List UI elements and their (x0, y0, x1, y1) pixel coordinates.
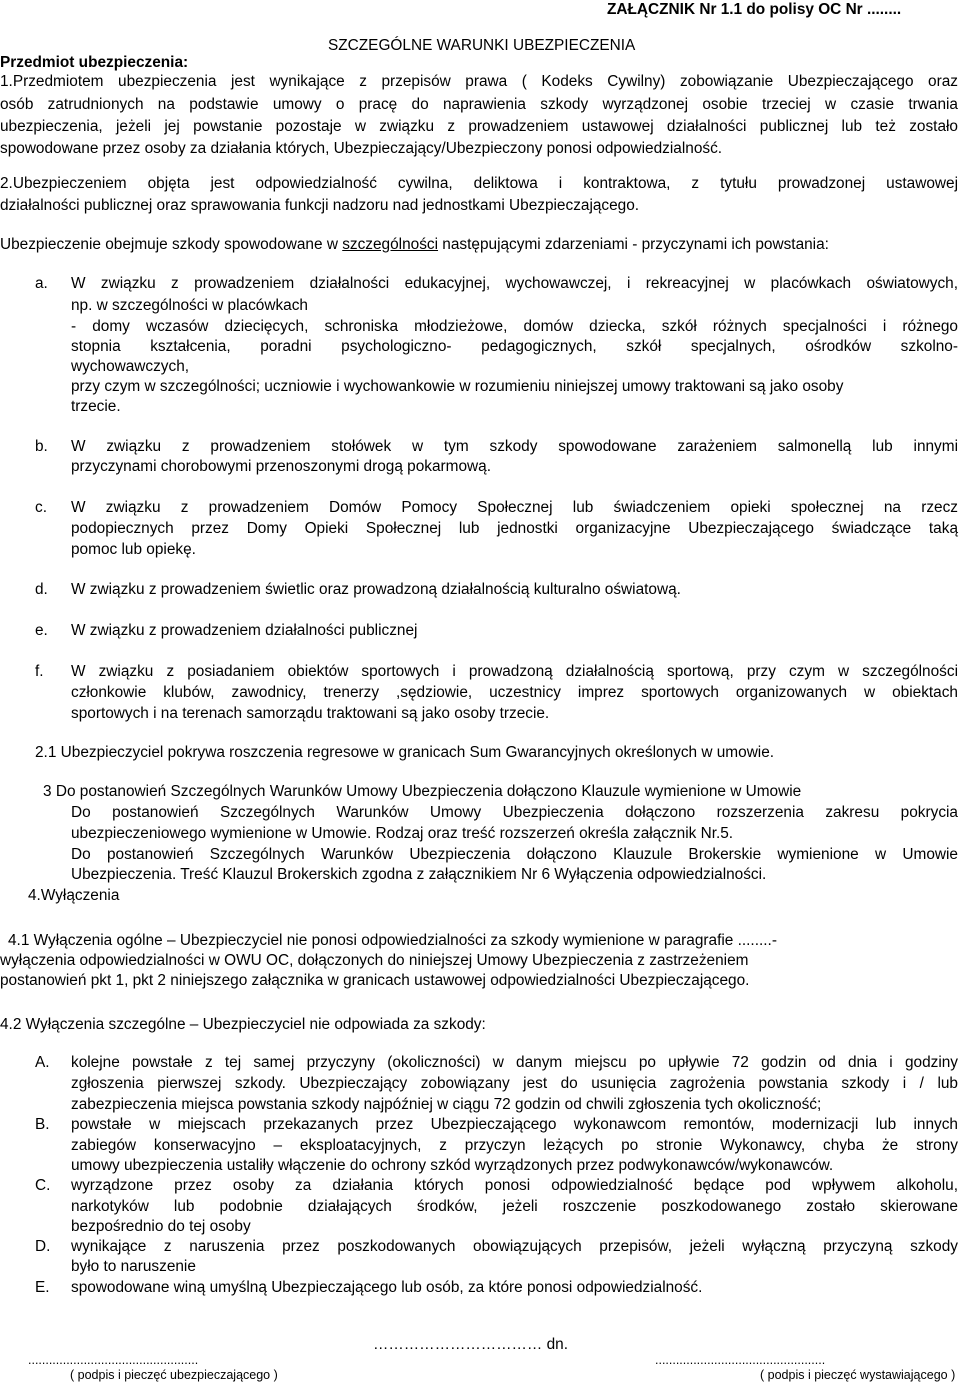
exclusion-line: wynikające z naruszenia przez poszkodowanych obowiązujących przepisów, jeżeli wyłączną przyczyną szkody (71, 1238, 958, 1255)
exclusion-label: E. (35, 1279, 50, 1296)
item-line: członkowie klubów, zawodnicy, trenerzy ,sędziowie, uczestnicy imprez sportowych organizowanych w obiektach (71, 684, 958, 701)
section-1-line: osób zatrudnionych na podstawie umowy o pracę do naprawienia szkody wyrządzonej osobie trzeciej w czasie trwania (0, 96, 958, 113)
exclusion-line: kolejne powstałe z tej samej przyczyny (okoliczności) w danym miejscu po upływie 72 godzin od dnia i godziny (71, 1054, 958, 1071)
section-2-1: 2.1 Ubezpieczyciel pokrywa roszczenia regresowe w granicach Sum Gwarancyjnych określonych w umowie. (35, 744, 775, 761)
section-3-line: ubezpieczeniowego wymienione w Umowie. Rodzaj oraz treść rozszerzeń określa załącznik Nr.5. (71, 825, 734, 842)
exclusion-line: zabiegów konserwacyjno – eksploatacyjnych, z przyczyn leżących po stronie Wykonawcy, chyba że strony (71, 1137, 958, 1154)
section-2-line: działalności publicznej oraz sprawowania funkcji nadzoru nad jednostkami Ubezpieczającego. (0, 197, 640, 214)
exclusion-line: zgłoszenia pierwszej szkody. Ubezpieczający zobowiązany jest do usunięcia zagrożenia powstania szkody i / lub (71, 1075, 958, 1092)
scope-intro (0, 235, 829, 255)
section-1-line: spowodowane przez osoby za działania których, Ubezpieczający/Ubezpieczony ponosi odpowiedzialność. (0, 140, 723, 157)
scope-intro-before: Ubezpieczenie obejmuje szkody spowodowane w (0, 236, 343, 253)
exclusion-line: zabezpieczenia miejsca powstania szkody najpóźniej w ciągu 72 godzin od chwili zgłoszenia tych okoliczność; (71, 1096, 822, 1113)
exclusion-label: B. (35, 1116, 50, 1133)
section-3-line: Do postanowień Szczególnych Warunków Umowy Ubezpieczenia dołączono rozszerzenia zakresu pokrycia (71, 804, 958, 821)
section-4-2-heading: 4.2 Wyłączenia szczególne – Ubezpieczyciel nie odpowiada za szkody: (0, 1016, 486, 1033)
item-label: e. (35, 622, 48, 639)
left-signature-dots: ................................................. (28, 1353, 199, 1367)
exclusion-line: wyrządzone przez osoby za działania których ponosi odpowiedzialność będące pod wpływem alkoholu, (71, 1177, 958, 1194)
date-line: …………………………… dn. (373, 1336, 568, 1353)
item-line: W związku z prowadzeniem Domów Pomocy Społecznej lub świadczeniem opieki społecznej na rzecz (71, 499, 958, 516)
item-line: pomoc lub opiekę. (71, 541, 196, 558)
scope-intro-after: następującymi zdarzeniami - przyczynami ich powstania: (438, 236, 829, 253)
item-line: np. w szczególności w placówkach (71, 297, 308, 314)
section-1-line: 1.Przedmiotem ubezpieczenia jest wynikające z przepisów prawa ( Kodeks Cywilny) zobowiązanie Ubezpieczającego oraz (0, 73, 958, 90)
item-line: sportowych i na terenach samorządu traktowani są jako osoby trzecie. (71, 705, 550, 722)
exclusion-label: A. (35, 1054, 50, 1071)
section-3-line: Do postanowień Szczególnych Warunków Ubezpieczenia dołączono Klauzule Brokerskie wymienione w Umowie (71, 846, 958, 863)
item-line: W związku z prowadzeniem świetlic oraz prowadzoną działalnością kulturalno oświatową. (71, 581, 681, 598)
item-line: stopnia kształcenia, poradni psychologiczno- pedagogicznych, szkół specjalnych, ośrodków szkolno- (71, 338, 958, 355)
item-line: - domy wczasów dziecięcych, schroniska młodzieżowe, domów dziecka, szkół różnych specjalności i różnego (71, 318, 958, 335)
item-label: f. (35, 663, 44, 680)
section-4-heading: 4.Wyłączenia (28, 887, 120, 904)
item-label: c. (35, 499, 47, 516)
exclusion-line: powstałe w miejscach przekazanych przez Ubezpieczającego wykonawcom remontów, modernizacji lub innych (71, 1116, 958, 1133)
item-label: b. (35, 438, 48, 455)
right-signature-caption: ( podpis i pieczęć wystawiającego ) (760, 1368, 956, 1382)
document-title: SZCZEGÓLNE WARUNKI UBEZPIECZENIA (328, 37, 636, 54)
section-4-1-line: 4.1 Wyłączenia ogólne – Ubezpieczyciel nie ponosi odpowiedzialności za szkody wymienione w paragrafie ........- (8, 932, 777, 949)
annex-reference: ZAŁĄCZNIK Nr 1.1 do polisy OC Nr ........ (607, 1, 902, 18)
section-4-1-line: wyłączenia odpowiedzialności w OWU OC, dołączonych do niniejszej Umowy Ubezpieczenia z zastrzeżeniem (0, 952, 749, 969)
exclusion-line: narkotyków lub podobnie działających środków, jeżeli roszczenie poszkodowanego zostało skierowane (71, 1198, 958, 1215)
item-label: a. (35, 275, 48, 292)
item-line: przyczynami chorobowymi przenoszonymi drogą pokarmową. (71, 458, 491, 475)
exclusion-line: spowodowane winą umyślną Ubezpieczającego lub osób, za które ponosi odpowiedzialność. (71, 1279, 703, 1296)
right-signature-dots: ................................................. (655, 1353, 826, 1367)
item-line: wychowawczych, (71, 358, 190, 375)
section-4-1-line: postanowień pkt 1, pkt 2 niniejszego załącznika w granicach ustawowej odpowiedzialności Ubezpieczającego. (0, 972, 750, 989)
scope-intro-underlined: szczególności (342, 236, 439, 253)
item-line: W związku z prowadzeniem działalności publicznej (71, 622, 418, 639)
section-1-line: ubezpieczenia, jeżeli jej powstanie pozostaje w związku z prowadzeniem ustawowej działalności publicznej lub też zostało (0, 118, 958, 135)
section-3-line: 3 Do postanowień Szczególnych Warunków Umowy Ubezpieczenia dołączono Klauzule wymienione w Umowie (43, 783, 802, 800)
exclusion-line: umowy ubezpieczenia ustaliły włączenie do ochrony szkód wyrządzonych przez podwykonawców/wykonawców. (71, 1157, 834, 1174)
item-line: przy czym w szczególności; uczniowie i wychowankowie w rozumieniu niniejszej umowy traktowani są jako osoby (71, 378, 844, 395)
left-signature-caption: ( podpis i pieczęć ubezpieczającego ) (70, 1368, 278, 1382)
exclusion-line: bezpośrednio do tej osoby (71, 1218, 251, 1235)
exclusion-label: D. (35, 1238, 51, 1255)
item-line: W związku z posiadaniem obiektów sportowych i prowadzoną działalnością sportową, przy czym w szczególności (71, 663, 958, 680)
item-line: W związku z prowadzeniem działalności edukacyjnej, wychowawczej, i rekreacyjnej w placówkach oświatowych, (71, 275, 958, 292)
section-2-line: 2.Ubezpieczeniem objęta jest odpowiedzialność cywilna, deliktowa i kontraktowa, z tytułu prowadzonej ustawowej (0, 175, 958, 192)
exclusion-line: było to naruszenie (71, 1258, 196, 1275)
item-line: podopiecznych przez Domy Opieki Społecznej lub jednostki organizacyjne Ubezpieczającego świadczące taką (71, 520, 958, 537)
item-label: d. (35, 581, 48, 598)
item-line: W związku z prowadzeniem stołówek w tym szkody spowodowane zarażeniem salmonellą lub innymi (71, 438, 958, 455)
exclusion-label: C. (35, 1177, 51, 1194)
section-3-line: Ubezpieczenia. Treść Klauzul Brokerskich zgodna z załącznikiem Nr 6 Wyłączenia odpowiedzialności. (71, 866, 767, 883)
subject-heading: Przedmiot ubezpieczenia: (0, 54, 189, 71)
item-line: trzecie. (71, 398, 121, 415)
